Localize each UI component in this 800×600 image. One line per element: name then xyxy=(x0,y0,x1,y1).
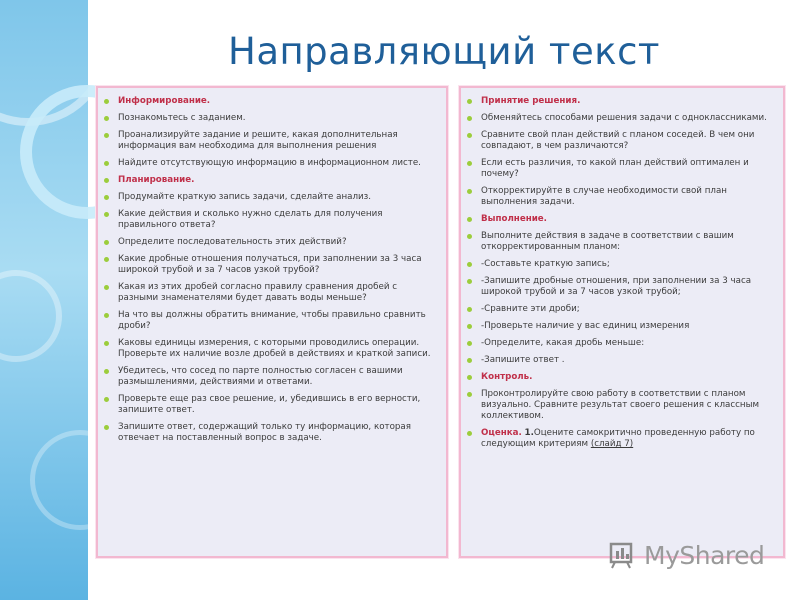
right-bullet-list xyxy=(461,88,783,450)
section-heading: Информирование. xyxy=(118,96,438,107)
section-heading: Контроль. xyxy=(481,372,775,383)
list-item: -Составьте краткую запись; xyxy=(481,259,775,270)
list-item: -Определите, какая дробь меньше: xyxy=(481,338,775,349)
slide-reference-link[interactable]: (слайд 7) xyxy=(590,439,634,449)
section-heading: Выполнение. xyxy=(481,214,775,225)
list-item: Запишите ответ, содержащий только ту информацию, которая отвечает на поставленный вопрос в задаче. xyxy=(118,422,438,444)
evaluation-item xyxy=(481,428,775,450)
list-item: Познакомьтесь с заданием. xyxy=(118,113,438,124)
list-item: -Сравните эти дроби; xyxy=(481,304,775,315)
list-item: Продумайте краткую запись задачи, сделайте анализ. xyxy=(118,192,438,203)
list-item: Откорректируйте в случае необходимости свой план выполнения задачи. xyxy=(481,186,775,208)
list-item: Выполните действия в задаче в соответствии с вашим откорректированным планом: xyxy=(481,231,775,253)
left-bullet-list xyxy=(98,88,446,444)
list-item: Определите последовательность этих действий? xyxy=(118,237,438,248)
decorative-ring xyxy=(0,270,62,362)
watermark-text: MyShared xyxy=(644,540,765,570)
evaluation-label: Оценка. xyxy=(481,428,522,438)
presentation-chart-icon xyxy=(608,540,638,570)
slide-title: Направляющий текст xyxy=(228,30,660,73)
section-heading: Принятие решения. xyxy=(481,96,775,107)
left-text-panel xyxy=(96,86,448,558)
decorative-side-strip xyxy=(0,0,88,600)
list-item: Найдите отсутствующую информацию в информационном листе. xyxy=(118,158,438,169)
list-item: Какие дробные отношения получаться, при заполнении за 3 часа широкой трубой и за 7 часов узкой трубой? xyxy=(118,254,438,276)
list-item: Обменяйтесь способами решения задачи с одноклассниками. xyxy=(481,113,775,124)
evaluation-text: Оцените самокритично проведенную работу по следующим критериям xyxy=(481,428,755,449)
list-item: Сравните свой план действий с планом соседей. В чем они совпадают, в чем различаются? xyxy=(481,130,775,152)
right-text-panel xyxy=(459,86,785,558)
list-item: Убедитесь, что сосед по парте полностью согласен с вашими размышлениями, действиями и ответами. xyxy=(118,366,438,388)
evaluation-number: 1. xyxy=(524,428,534,438)
section-heading: Планирование. xyxy=(118,175,438,186)
list-item: Если есть различия, то какой план действий оптимален и почему? xyxy=(481,158,775,180)
list-item: Проконтролируйте свою работу в соответствии с планом визуально. Сравните результат своего решения с классным коллективом. xyxy=(481,389,775,422)
list-item: Какая из этих дробей согласно правилу сравнения дробей с разными знаменателями будет давать воды меньше? xyxy=(118,282,438,304)
watermark xyxy=(608,537,764,573)
list-item: -Проверьте наличие у вас единиц измерения xyxy=(481,321,775,332)
list-item: Каковы единицы измерения, с которыми проводились операции. Проверьте их наличие возле дробей в действиях и краткой записи. xyxy=(118,338,438,360)
list-item: -Запишите ответ . xyxy=(481,355,775,366)
list-item: Проверьте еще раз свое решение, и, убедившись в его верности, запишите ответ. xyxy=(118,394,438,416)
list-item: Проанализируйте задание и решите, какая дополнительная информация вам необходима для выполнения решения xyxy=(118,130,438,152)
list-item: На что вы должны обратить внимание, чтобы правильно сравнить дроби? xyxy=(118,310,438,332)
list-item: -Запишите дробные отношения, при заполнении за 3 часа широкой трубой и за 7 часов узкой трубой; xyxy=(481,276,775,298)
list-item: Какие действия и сколько нужно сделать для получения правильного ответа? xyxy=(118,209,438,231)
